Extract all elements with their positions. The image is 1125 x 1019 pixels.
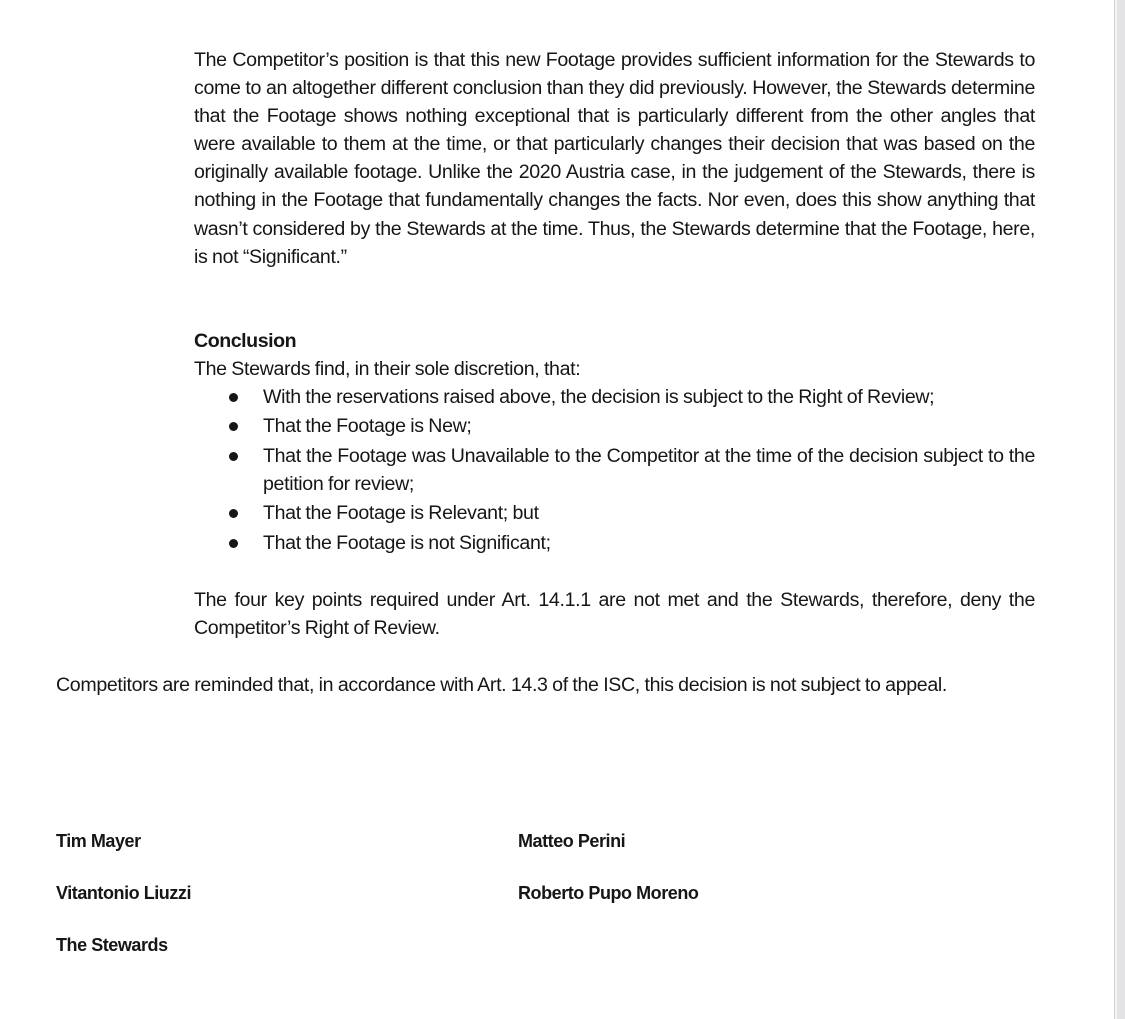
finding-text: That the Footage is not Significant; [263, 531, 551, 554]
signature-vitantonio-liuzzi: Vitantonio Liuzzi [56, 883, 192, 903]
appeal-reminder-paragraph: Competitors are reminded that, in accordance with Art. 14.3 of the ISC, this decision is not subject to appeal. [56, 674, 947, 696]
finding-item [194, 529, 1035, 557]
signature-tim-mayer: Tim Mayer [56, 831, 141, 851]
finding-item [194, 499, 1035, 527]
finding-item [194, 442, 1035, 498]
page-edge-gutter [1115, 0, 1125, 1019]
bullet-icon [229, 509, 238, 518]
conclusion-closing-paragraph: The four key points required under Art. 14.1.1 are not met and the Stewards, therefore, deny the Competitor’s Right of Review. [194, 589, 1035, 640]
finding-text: With the reservations raised above, the decision is subject to the Right of Review; [263, 386, 935, 408]
finding-text: That the Footage is New; [263, 415, 472, 438]
conclusion-intro: The Stewards find, in their sole discretion, that: [194, 358, 581, 380]
signature-roberto-pupo-moreno: Roberto Pupo Moreno [518, 883, 699, 903]
finding-text: That the Footage is Relevant; but [263, 502, 539, 525]
bullet-icon [229, 539, 238, 548]
bullet-icon [229, 422, 238, 431]
finding-item [194, 383, 1035, 411]
finding-item [194, 412, 1035, 440]
bullet-icon [229, 393, 238, 402]
finding-text: That the Footage was Unavailable to the Competitor at the time of the decision subject to the petition for review; [263, 444, 1035, 495]
signature-matteo-perini: Matteo Perini [518, 831, 626, 851]
conclusion-findings-list [194, 383, 1035, 558]
significance-paragraph: The Competitor’s position is that this new Footage provides sufficient information for the Stewards to come to an altogether different conclusion than they did previously. However, the Stewards determine that the Footage shows nothing exceptional that is particularly different from the other angles that were available to them at the time, or that particularly changes their decision that was based on the originally available footage. Unlike the 2020 Austria case, in the judgement of the Stewards, there is nothing in the Footage that fundamentally changes the facts. Nor even, does this show anything that wasn’t considered by the Stewards at the time. Thus, the Stewards determine that the Footage, here, is not “Significant.” [194, 49, 1035, 268]
signatures-footer-the-stewards: The Stewards [56, 935, 168, 955]
bullet-icon [229, 452, 238, 461]
conclusion-heading: Conclusion [194, 330, 297, 352]
